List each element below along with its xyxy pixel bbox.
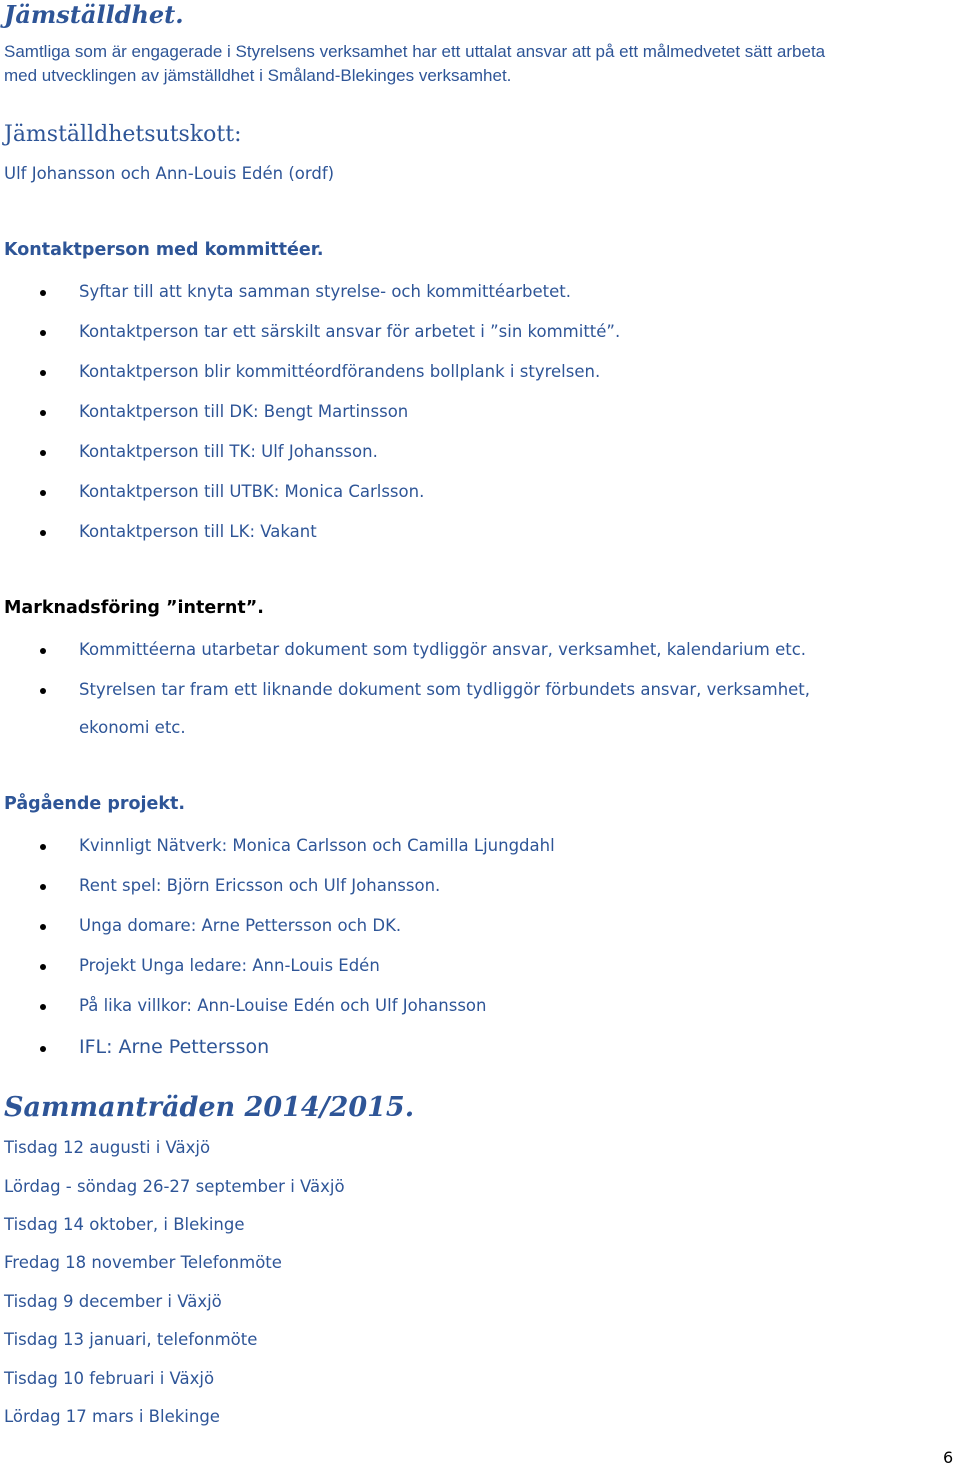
bullet-icon [40,844,46,850]
bullet-icon [40,450,46,456]
meetings-heading: Sammanträden 2014/2015. [4,1092,415,1123]
bullet-icon [40,688,46,694]
bullet-icon [40,1046,46,1052]
intro-line-2: med utvecklingen av jämställdhet i Småland-Blekinges verksamhet. [4,66,512,85]
bullet-icon [40,370,46,376]
bullet-icon [40,530,46,536]
bullet-icon [40,290,46,296]
bullet-icon [40,648,46,654]
projects-heading: Pågående projekt. [4,794,186,814]
bullet-icon [40,884,46,890]
meeting-item: Lördag - söndag 26-27 september i Växjö [4,1177,345,1196]
meeting-item: Lördag 17 mars i Blekinge [4,1407,220,1426]
bullet-icon [40,964,46,970]
meeting-item: Tisdag 12 augusti i Växjö [4,1138,211,1157]
meeting-item: Fredag 18 november Telefonmöte [4,1253,282,1272]
meeting-item: Tisdag 10 februari i Växjö [4,1369,215,1388]
bullet-icon [40,1004,46,1010]
committee-members: Ulf Johansson och Ann-Louis Edén (ordf) [4,164,335,183]
contacts-heading: Kontaktperson med kommittéer. [4,240,324,260]
committee-heading: Jämställdhetsutskott: [4,122,242,147]
page-number: 6 [943,1448,954,1467]
bullet-icon [40,490,46,496]
bullet-icon [40,924,46,930]
meeting-item: Tisdag 14 oktober, i Blekinge [4,1215,245,1234]
meeting-item: Tisdag 9 december i Växjö [4,1292,222,1311]
marketing-heading: Marknadsföring ”internt”. [4,598,264,618]
meeting-item: Tisdag 13 januari, telefonmöte [4,1330,258,1349]
intro-line-1: Samtliga som är engagerade i Styrelsens verksamhet har ett uttalat ansvar att på ett målmedvetet sätt arbeta [4,42,826,61]
bullet-icon [40,410,46,416]
page-title: Jämställdhet. [4,0,184,29]
bullet-icon [40,330,46,336]
list-item-continuation: ekonomi etc. [79,718,186,737]
